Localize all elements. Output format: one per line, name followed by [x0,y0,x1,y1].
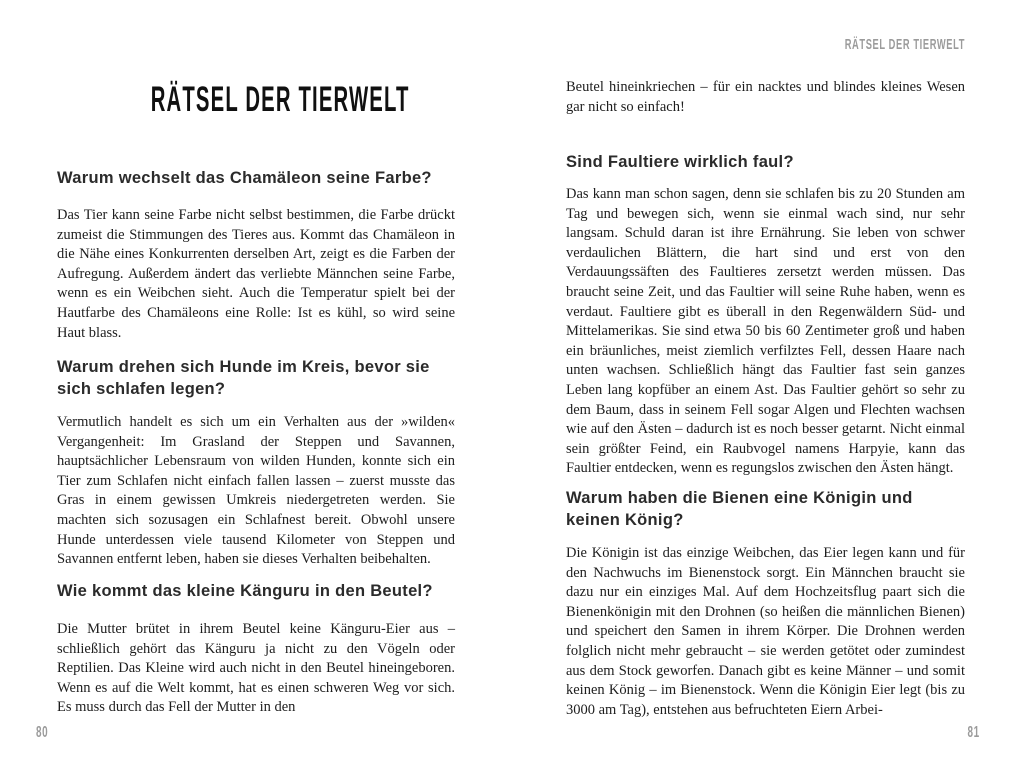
answer-paragraph-sloths: Das kann man schon sagen, denn sie schlafen bis zu 20 Stunden am Tag und bewegen sich, wenn sie einmal wach sind, nur sehr langsam. Schuld daran ist ihre Ernährung. Sie leben von schwer verdaulichen Blättern, die hart sind und erst von den Verdauungssäften des Faultieres zersetzt werden müssen. Das braucht seine Zeit, und das Faultier will seine Ruhe haben, wenn es verdaut. Faultiere gibt es überall in den Regenwäldern Süd- und Mittelamerikas. Sie sind etwa 50 bis 60 Zentimeter groß und haben ein bräunliches, meist ziemlich verfilztes Fell, dessen Haare nach unten wachsen. Schließlich hängt das Faultier fast sein ganzes Leben lang kopfüber an einem Ast. Das Faultier gehört so sehr zu dem Baum, dass in seinem Fell sogar Algen und Flechten wachsen wie auf den Ästen – dadurch ist es noch besser getarnt. Nicht einmal sein größter Feind, ein Raubvogel namens Harpyie, kann das Faultier entdecken, wenn es regungslos zwischen den Ästen hängt. [566,186,965,477]
question-heading-dogs: Warum drehen sich Hunde im Kreis, bevor sie sich schlafen legen? [57,358,430,398]
running-header-text: RÄTSEL DER TIERWELT [844,36,965,53]
question-heading-kangaroo: Wie kommt das kleine Känguru in den Beutel? [57,582,433,600]
chapter-title-text: RÄTSEL DER TIERWELT [150,80,410,119]
question-heading-bees: Warum haben die Bienen eine Königin und keinen König? [566,489,913,529]
question-heading-sloths: Sind Faultiere wirklich faul? [566,153,794,171]
running-header [566,36,965,54]
answer-paragraph-chameleon: Das Tier kann seine Farbe nicht selbst bestimmen, die Farbe drückt zumeist die Stimmungen des Tieres aus. Kommt das Chamäleon in die Nähe eines Konkurrenten derselben Art, zeigt es die Farben der Aufregung. Außerdem ändert das verliebte Männchen seine Farbe, wenn es ein Weibchen sieht. Auch die Temperatur spielt bei der Hautfarbe des Chamäleons eine Rolle: Ist es kühl, so wird seine Haut blass. [57,207,455,341]
continuation-paragraph-kangaroo: Beutel hineinkriechen – für ein nacktes und blindes kleines Wesen gar nicht so einfach! [566,79,965,115]
page-number-left [36,724,56,742]
answer-paragraph-bees: Die Königin ist das einzige Weibchen, das Eier legen kann und für den Nachwuchs im Bienenstock sorgt. Ein Männchen braucht sie dazu nur ein einziges Mal. Auf dem Hochzeitsflug paart sich die Bienenkönigin mit den Drohnen (so heißen die männlichen Bienen) und speichert den Samen in ihrem Körper. Die Drohnen werden folglich nicht mehr gebraucht – sie werden getötet oder zumindest aus dem Stock geworfen. Danach gibt es keine Männer – und somit keinen König – im Bienenstock. Wenn die Königin Eier legt (bis zu 3000 am Tag), entstehen aus befruchteten Eiern Arbei- [566,545,965,718]
chapter-title [57,82,455,117]
page-number-left-text: 80 [36,724,49,741]
page-number-right [960,724,980,742]
answer-paragraph-dogs: Vermutlich handelt es sich um ein Verhalten aus der »wilden« Vergangenheit: Im Grasland der Steppen und Savannen, hauptsächlicher Lebensraum von wilden Hunden, konnte sich ein Tier zum Schlafen nicht einfach fallen lassen – zuerst musste das Gras in einem gewissen Umkreis niedergetreten werden. Sie machten sich sozusagen ein Schlafnest bereit. Obwohl unsere Hunde unterdessen viele tausend Kilometer von Steppen und Savannen entfernt leben, haben sie dieses Verhalten beibehalten. [57,414,455,568]
page-number-right-text: 81 [967,724,980,741]
answer-paragraph-kangaroo: Die Mutter brütet in ihrem Beutel keine Känguru-Eier aus – schließlich gehört das Känguru ja nicht zu den Vögeln oder Reptilien. Das Kleine wird auch nicht in den Beutel hineingeboren. Wenn es auf die Welt kommt, hat es einen schweren Weg vor sich. Es muss durch das Fell der Mutter in den [57,621,455,716]
question-heading-chameleon: Warum wechselt das Chamäleon seine Farbe? [57,169,432,187]
page-right [510,0,1020,775]
